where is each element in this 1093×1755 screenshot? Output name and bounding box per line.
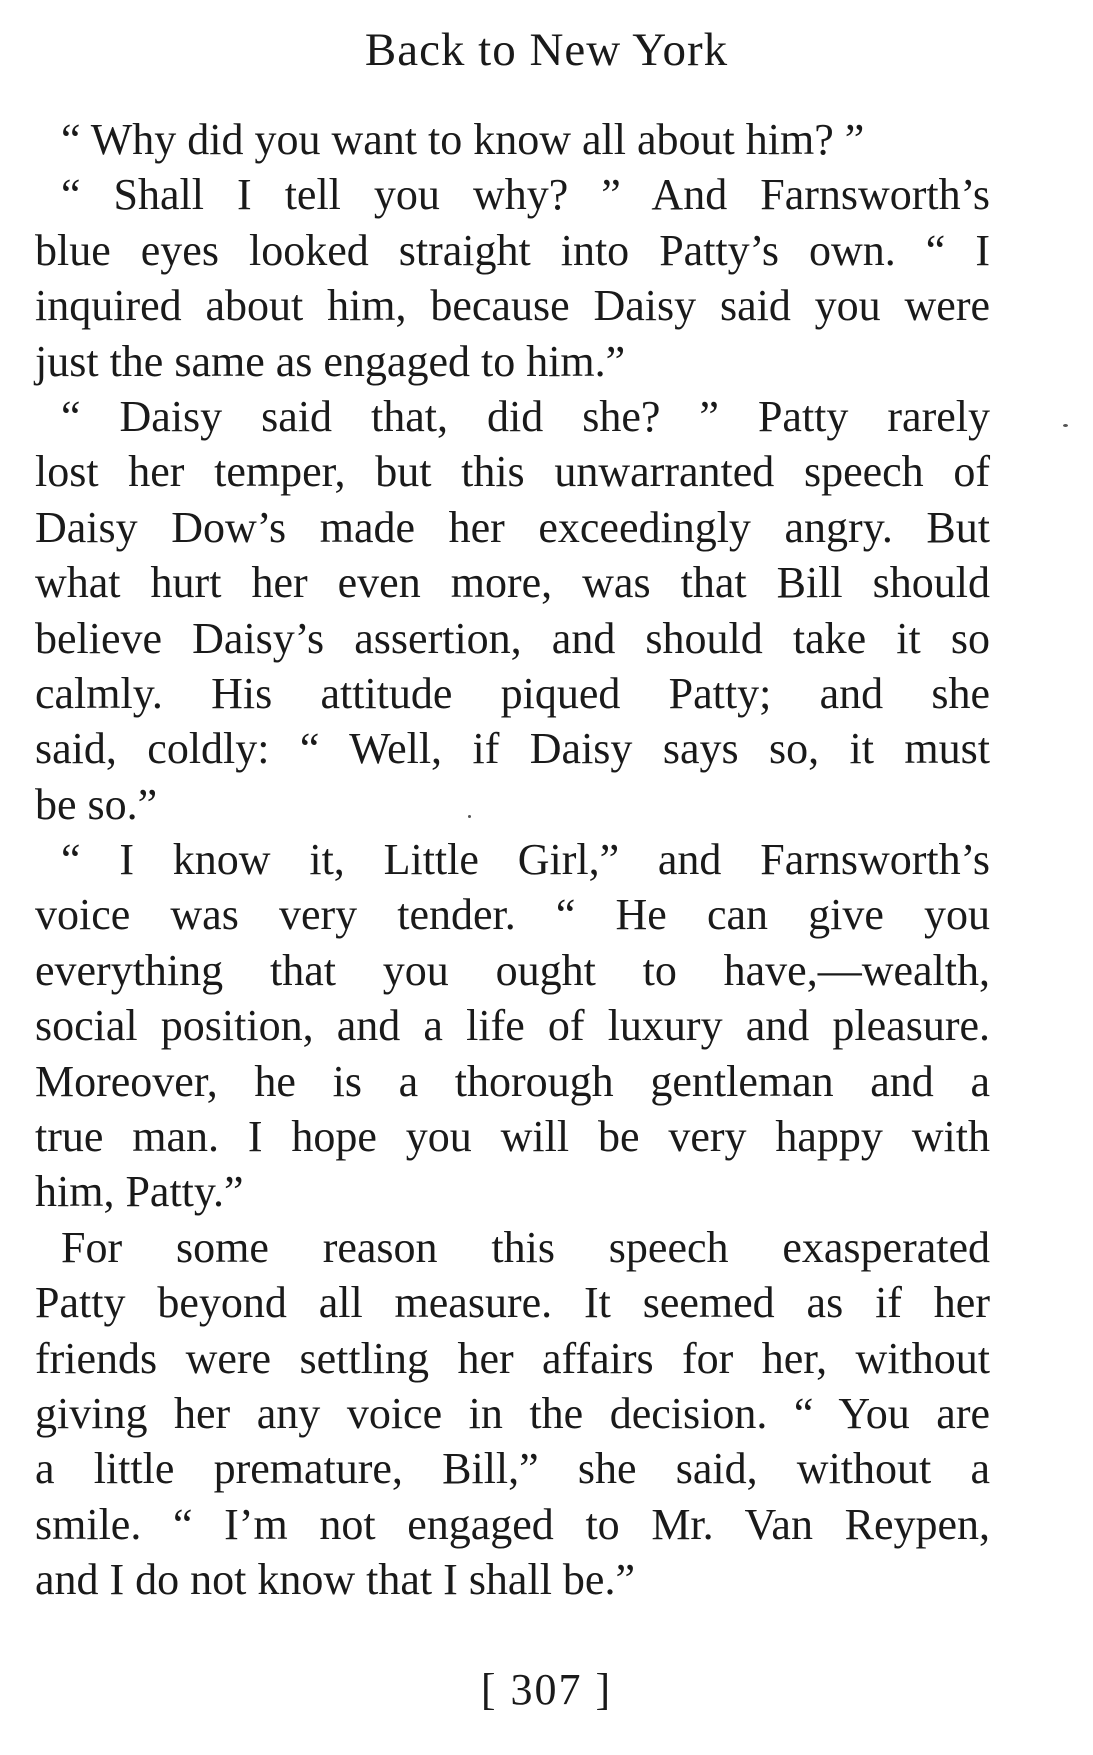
text-line: true man. I hope you will be very happy with — [35, 1112, 990, 1162]
text-line: and I do not know that I shall be.” — [35, 1555, 635, 1605]
text-line: friends were settling her affairs for her, without — [35, 1333, 990, 1383]
text-line: giving her any voice in the decision. “ You are — [35, 1388, 990, 1438]
text-line: believe Daisy’s assertion, and should take it so — [35, 613, 990, 663]
text-line: said, coldly: “ Well, if Daisy says so, it must — [35, 724, 990, 774]
text-line: “ Shall I tell you why? ” And Farnsworth’s — [61, 170, 990, 220]
paragraph — [35, 112, 990, 167]
text-line: blue eyes looked straight into Patty’s own. “ I — [35, 225, 990, 275]
paragraph — [35, 167, 990, 389]
paragraph — [35, 832, 990, 1220]
text-line: what hurt her even more, was that Bill should — [35, 558, 990, 608]
text-line: inquired about him, because Daisy said you were — [35, 281, 990, 331]
text-line: For some reason this speech exasperated — [61, 1222, 990, 1272]
paragraph — [35, 389, 990, 832]
text-line: “ I know it, Little Girl,” and Farnsworth’s — [61, 835, 990, 885]
ink-speck — [468, 815, 471, 818]
body-text — [35, 112, 990, 1608]
text-line: Daisy Dow’s made her exceedingly angry. But — [35, 502, 990, 552]
text-line: just the same as engaged to him.” — [35, 336, 626, 386]
text-line: everything that you ought to have,—wealth, — [35, 945, 990, 995]
running-head: Back to New York — [364, 24, 729, 76]
text-line: Moreover, he is a thorough gentleman and a — [35, 1056, 990, 1106]
text-line: a little premature, Bill,” she said, without a — [35, 1444, 990, 1494]
text-line: smile. “ I’m not engaged to Mr. Van Reypen, — [35, 1499, 990, 1549]
text-line: social position, and a life of luxury and pleasure. — [35, 1001, 990, 1051]
text-line: “ Daisy said that, did she? ” Patty rarely — [61, 391, 990, 441]
text-line: lost her temper, but this unwarranted speech of — [35, 447, 990, 497]
ink-speck — [1063, 424, 1068, 427]
text-line: calmly. His attitude piqued Patty; and she — [35, 668, 990, 718]
text-line: voice was very tender. “ He can give you — [35, 890, 990, 940]
text-line: him, Patty.” — [35, 1167, 244, 1217]
text-line: “ Why did you want to know all about him? ” — [61, 115, 865, 164]
text-line: be so.” — [35, 779, 158, 829]
paragraph — [35, 1220, 990, 1608]
page-number: [ 307 ] — [480, 1665, 613, 1714]
text-line: Patty beyond all measure. It seemed as if her — [35, 1278, 990, 1328]
